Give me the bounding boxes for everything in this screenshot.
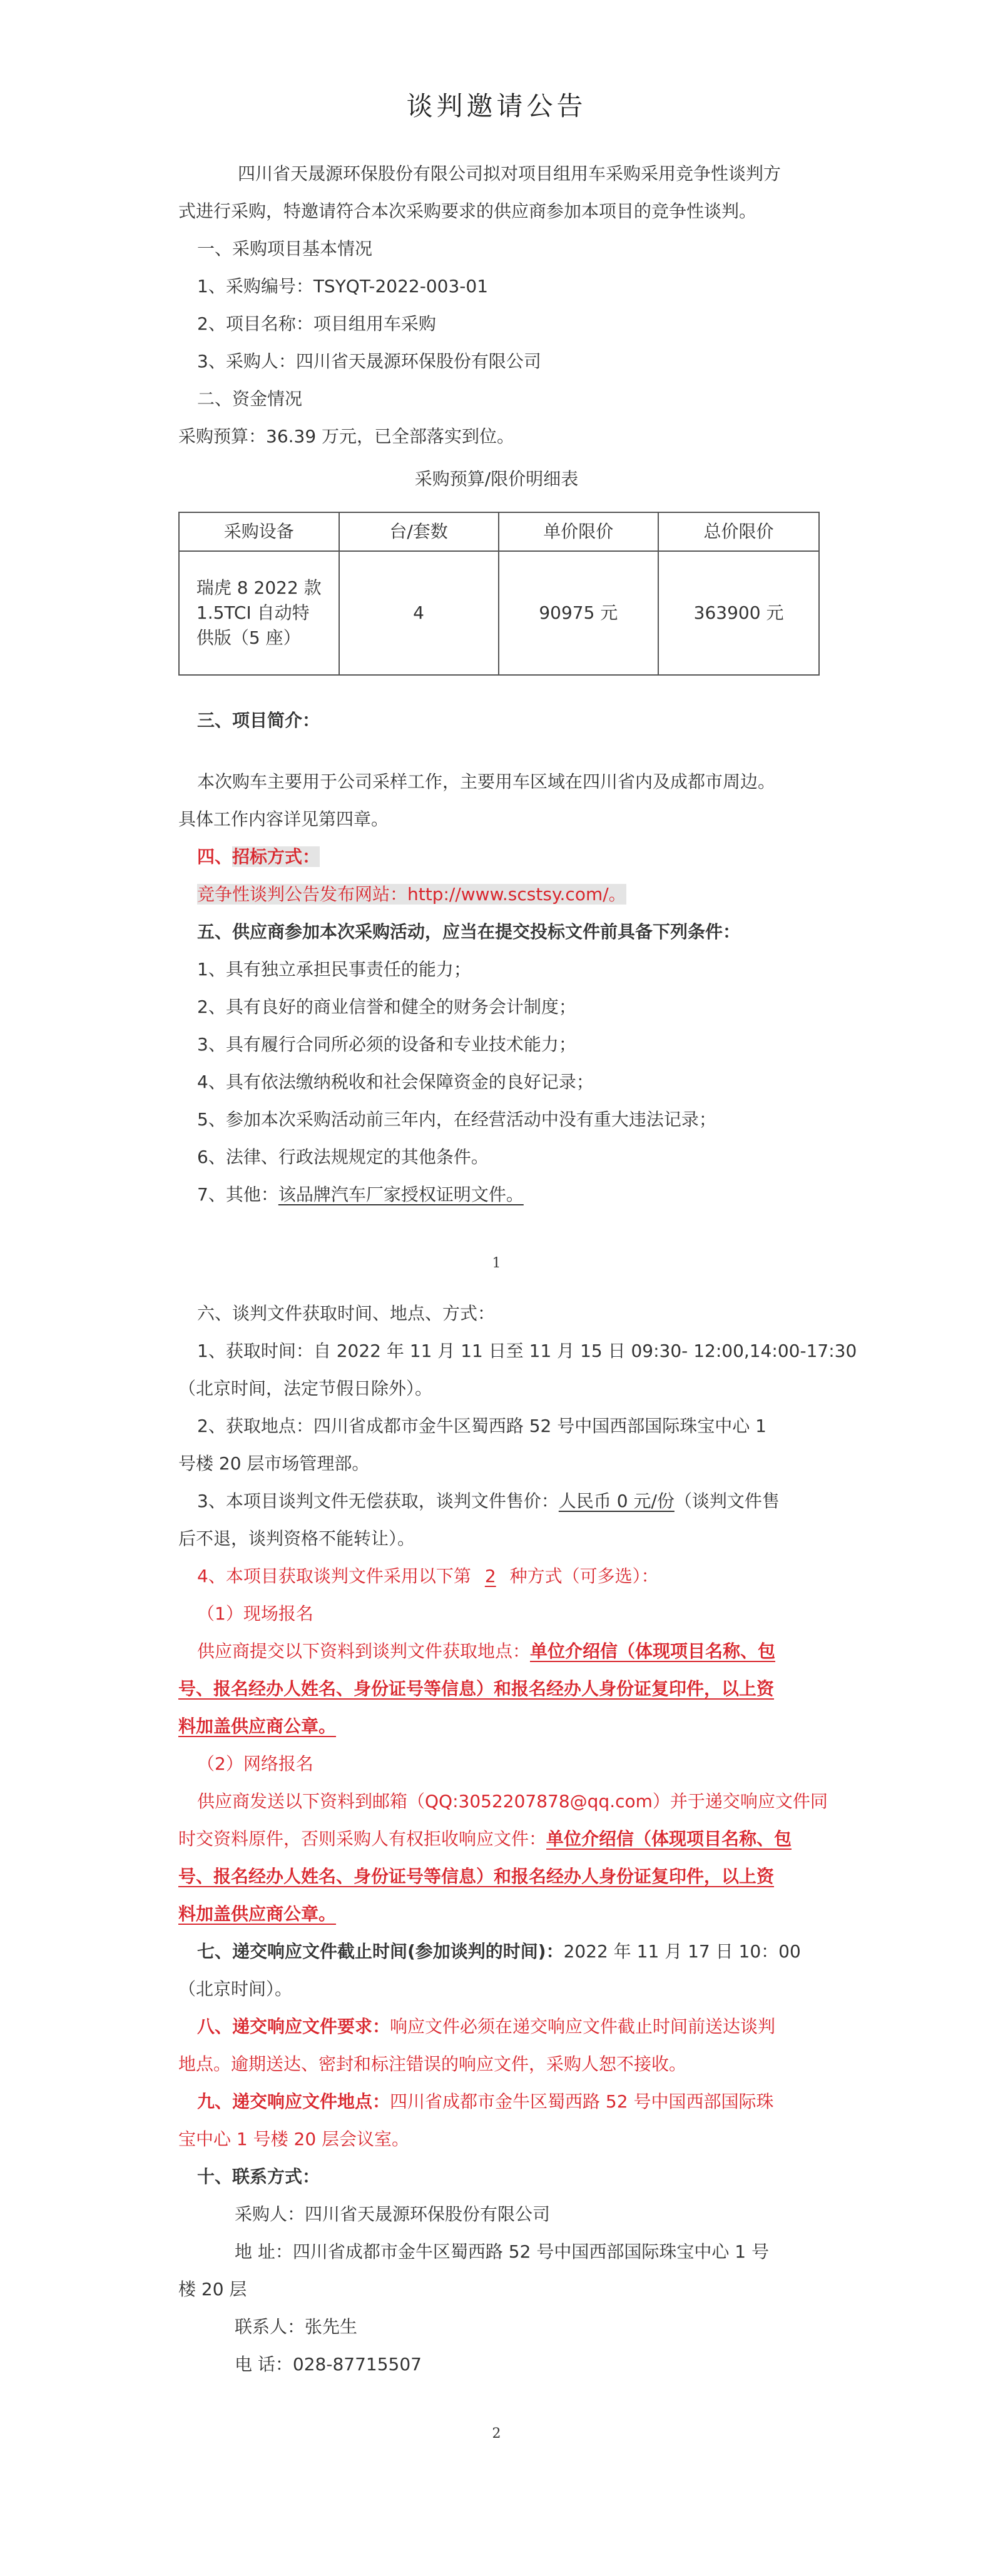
- method1-heading: （1）现场报名: [197, 1603, 313, 1624]
- section4-title: 招标方式：: [232, 846, 320, 867]
- deadline-time: 2022 年 11 月 17 日 10：00: [563, 1941, 801, 1962]
- intro-line-1: 四川省天晟源环保股份有限公司拟对项目组用车采购采用竞争性谈判方: [238, 163, 782, 184]
- obtain-time-line-1: 1、获取时间：自 2022 年 11 月 11 日至 11 月 15 日 09:30- 12:00,14:00-17:30: [197, 1341, 857, 1361]
- table-header-cell: 采购设备: [179, 512, 339, 551]
- condition-5: 5、参加本次采购活动前三年内，在经营活动中没有重大违法记录；: [197, 1109, 716, 1130]
- table-header-cell: 单价限价: [499, 512, 659, 551]
- obtain-place-line-1: 2、获取地点：四川省成都市金牛区蜀西路 52 号中国西部国际珠宝中心 1: [197, 1416, 766, 1436]
- notice-website-text: 竞争性谈判公告发布网站：http://www.scstsy.com/。: [197, 884, 626, 905]
- section7-line-1: [197, 1939, 801, 1964]
- table-header-cell: 总价限价: [658, 512, 819, 551]
- section8-line-2: 地点。逾期送达、密封和标注错误的响应文件，采购人恕不接收。: [178, 2054, 687, 2074]
- project-name: 2、项目名称：项目组用车采购: [197, 313, 436, 334]
- table-caption: 采购预算/限价明细表: [414, 469, 579, 489]
- procurement-number: 1、采购编号：TSYQT-2022-003-01: [197, 276, 489, 297]
- method2-heading: （2）网络报名: [197, 1753, 313, 1774]
- section1-heading: 一、采购项目基本情况: [197, 238, 373, 259]
- fee-suffix: （谈判文件售: [674, 1491, 780, 1511]
- method-suffix: 种方式（可多选）：: [509, 1566, 659, 1586]
- method1-prefix: 供应商提交以下资料到谈判文件获取地点：: [197, 1641, 531, 1661]
- contact-address-line-2: 楼 20 层: [178, 2279, 247, 2300]
- method1-line-3: 料加盖供应商公章。: [178, 1716, 337, 1737]
- table-cell-device: [179, 551, 339, 675]
- method1-line-2: 号、报名经办人姓名、身份证号等信息）和报名经办人身份证复印件，以上资: [178, 1678, 775, 1699]
- document-fee-line-1: [197, 1489, 780, 1514]
- method2-line-2: [178, 1827, 792, 1852]
- section6-heading: 六、谈判文件获取时间、地点、方式：: [197, 1303, 496, 1324]
- device-line-1: 瑞虎 8 2022 款: [196, 577, 322, 598]
- condition-2: 2、具有良好的商业信誉和健全的财务会计制度；: [197, 996, 576, 1017]
- condition-7-label: 7、其他：: [197, 1184, 278, 1205]
- section8-line-1: [197, 2014, 775, 2039]
- contact-address-line-1: 地 址：四川省成都市金牛区蜀西路 52 号中国西部国际珠宝中心 1 号: [235, 2241, 769, 2262]
- method2-line-3: 号、报名经办人姓名、身份证号等信息）和报名经办人身份证复印件，以上资: [178, 1866, 775, 1887]
- condition-6: 6、法律、行政法规规定的其他条件。: [197, 1147, 489, 1167]
- section3-heading: 三、项目简介：: [197, 710, 320, 731]
- section7-line-2: （北京时间）。: [178, 1979, 293, 1999]
- section7-heading: 七、递交响应文件截止时间(参加谈判的时间)：: [197, 1941, 564, 1962]
- section5-heading: 五、供应商参加本次采购活动，应当在提交投标文件前具备下列条件：: [197, 921, 741, 942]
- intro-line-2: 式进行采购，特邀请符合本次采购要求的供应商参加本项目的竞争性谈判。: [178, 201, 757, 221]
- section9-line-1: [197, 2089, 773, 2114]
- intro-project-line-2: 具体工作内容详见第四章。: [178, 809, 389, 829]
- table-row: [179, 551, 819, 675]
- table-header-row: [179, 512, 819, 551]
- obtain-method-line: [197, 1564, 659, 1589]
- section10-heading: 十、联系方式：: [197, 2166, 320, 2187]
- table-cell-total-price: 363900 元: [658, 551, 819, 675]
- section9-heading: 九、递交响应文件地点：: [197, 2091, 390, 2112]
- method2-bold-1: 单位介绍信（体现项目名称、包: [546, 1828, 792, 1849]
- section4-number: 四、: [197, 846, 233, 867]
- condition-3: 3、具有履行合同所必须的设备和专业技术能力；: [197, 1034, 576, 1055]
- method-label: 4、本项目获取谈判文件采用以下第: [197, 1566, 471, 1586]
- document-fee-line-2: 后不退，谈判资格不能转让）。: [178, 1528, 415, 1549]
- obtain-time-line-2: （北京时间，法定节假日除外）。: [178, 1378, 433, 1399]
- fee-label: 3、本项目谈判文件无偿获取，谈判文件售价：: [197, 1491, 559, 1511]
- table-cell-qty: 4: [339, 551, 499, 675]
- method1-line-1: [197, 1639, 775, 1664]
- section2-heading: 二、资金情况: [197, 388, 303, 409]
- contact-purchaser: 采购人：四川省天晟源环保股份有限公司: [235, 2204, 551, 2224]
- contact-person: 联系人：张先生: [235, 2316, 358, 2337]
- intro-project-line-1: 本次购车主要用于公司采样工作，主要用车区域在四川省内及成都市周边。: [197, 771, 776, 792]
- purchaser: 3、采购人：四川省天晟源环保股份有限公司: [197, 351, 541, 372]
- condition-7: [197, 1182, 524, 1207]
- notice-website: [197, 882, 626, 907]
- section9-line-2: 宝中心 1 号楼 20 层会议室。: [178, 2129, 410, 2149]
- method-value: 2: [484, 1566, 496, 1586]
- table-cell-unit-price: 90975 元: [499, 551, 659, 675]
- method2-line-4: 料加盖供应商公章。: [178, 1904, 337, 1924]
- section8-heading: 八、递交响应文件要求：: [197, 2016, 390, 2037]
- budget-table: [178, 512, 820, 676]
- page-number-1: 1: [492, 1255, 501, 1271]
- table-header-cell: 台/套数: [339, 512, 499, 551]
- contact-phone: 电 话：028-87715507: [235, 2354, 422, 2375]
- page-number-2: 2: [492, 2426, 501, 2442]
- device-line-2: 1.5TCI 自动特: [196, 602, 310, 623]
- section8-text-1: 响应文件必须在递交响应文件截止时间前送达谈判: [390, 2016, 776, 2037]
- section4-heading: [197, 844, 320, 870]
- device-line-3: 供版（5 座）: [196, 627, 301, 648]
- fee-value: 人民币 0 元/份: [558, 1491, 675, 1511]
- obtain-place-line-2: 号楼 20 层市场管理部。: [178, 1453, 370, 1474]
- condition-1: 1、具有独立承担民事责任的能力；: [197, 959, 471, 980]
- section9-text-1: 四川省成都市金牛区蜀西路 52 号中国西部国际珠: [390, 2091, 774, 2112]
- method2-prefix: 时交资料原件，否则采购人有权拒收响应文件：: [178, 1828, 547, 1849]
- budget-text: 采购预算：36.39 万元，已全部落实到位。: [178, 426, 515, 447]
- document-title: 谈判邀请公告: [406, 91, 587, 121]
- condition-4: 4、具有依法缴纳税收和社会保障资金的良好记录；: [197, 1072, 594, 1092]
- condition-7-value: 该品牌汽车厂家授权证明文件。: [278, 1184, 524, 1205]
- method2-line-1: 供应商发送以下资料到邮箱（QQ:3052207878@qq.com）并于递交响应文件同: [197, 1791, 828, 1812]
- method1-bold-1: 单位介绍信（体现项目名称、包: [530, 1641, 776, 1661]
